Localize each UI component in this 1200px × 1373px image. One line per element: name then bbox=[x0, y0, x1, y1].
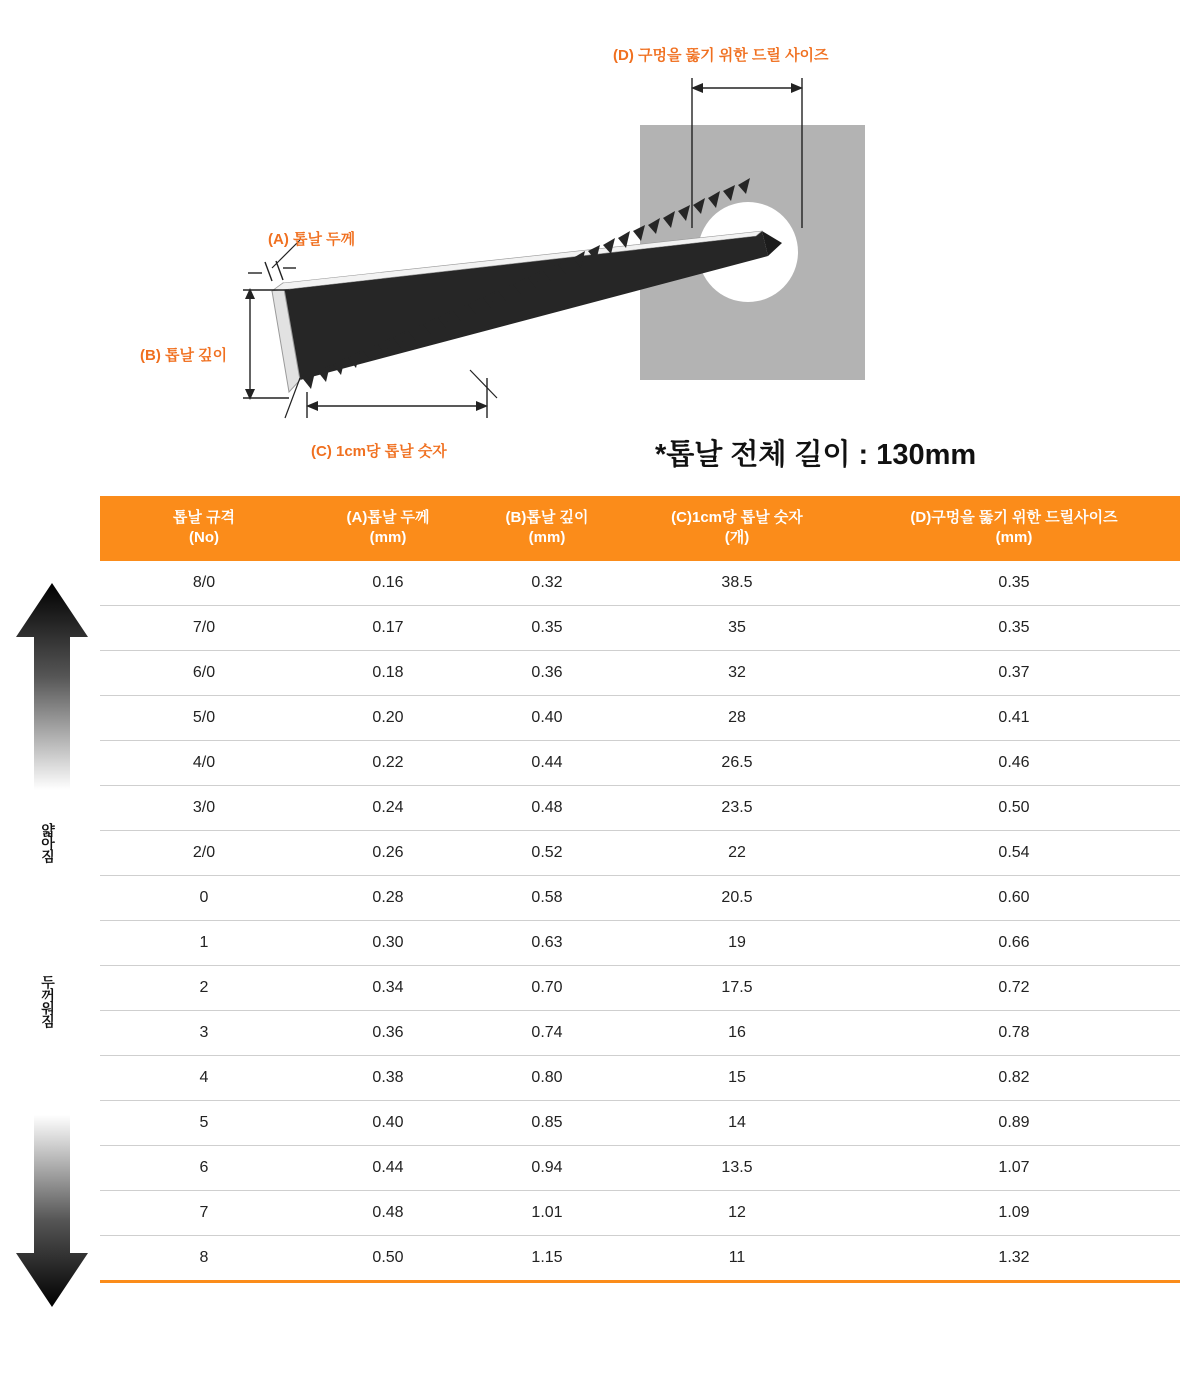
cell-size: 6/0 bbox=[100, 650, 308, 695]
cell-drill-size: 1.09 bbox=[848, 1190, 1180, 1235]
cell-teeth-per-cm: 26.5 bbox=[626, 740, 848, 785]
cell-thickness: 0.22 bbox=[308, 740, 468, 785]
cell-size: 2/0 bbox=[100, 830, 308, 875]
saw-blade-diagram bbox=[0, 0, 1200, 490]
cell-teeth-per-cm: 15 bbox=[626, 1055, 848, 1100]
cell-thickness: 0.28 bbox=[308, 875, 468, 920]
cell-drill-size: 0.82 bbox=[848, 1055, 1180, 1100]
column-header-size-line1: 톱날 규격 bbox=[172, 509, 236, 526]
arrow-down-thicker bbox=[16, 1115, 88, 1307]
cell-size: 8/0 bbox=[100, 561, 308, 606]
cell-depth: 1.01 bbox=[468, 1190, 626, 1235]
cell-thickness: 0.20 bbox=[308, 695, 468, 740]
cell-size: 1 bbox=[100, 920, 308, 965]
cell-size: 2 bbox=[100, 965, 308, 1010]
cell-thickness: 0.48 bbox=[308, 1190, 468, 1235]
cell-size: 7/0 bbox=[100, 605, 308, 650]
cell-teeth-per-cm: 16 bbox=[626, 1010, 848, 1055]
cell-teeth-per-cm: 22 bbox=[626, 830, 848, 875]
table-row bbox=[100, 1145, 1180, 1190]
cell-size: 7 bbox=[100, 1190, 308, 1235]
cell-depth: 0.32 bbox=[468, 561, 626, 606]
callout-teeth-per-cm: (C) 1cm당 톱날 숫자 bbox=[311, 443, 447, 460]
column-header-thickness bbox=[308, 496, 468, 561]
cell-thickness: 0.36 bbox=[308, 1010, 468, 1055]
column-header-drill-size bbox=[848, 496, 1180, 561]
cell-size: 3 bbox=[100, 1010, 308, 1055]
column-header-drill-line1: (D)구멍을 뚫기 위한 드릴사이즈 bbox=[910, 509, 1118, 526]
cell-drill-size: 0.50 bbox=[848, 785, 1180, 830]
diagram-svg bbox=[0, 0, 1200, 490]
cell-teeth-per-cm: 12 bbox=[626, 1190, 848, 1235]
column-header-drill-line2: (mm) bbox=[995, 529, 1033, 547]
cell-teeth-per-cm: 14 bbox=[626, 1100, 848, 1145]
cell-thickness: 0.24 bbox=[308, 785, 468, 830]
cell-depth: 0.80 bbox=[468, 1055, 626, 1100]
cell-drill-size: 1.32 bbox=[848, 1235, 1180, 1281]
cell-teeth-per-cm: 32 bbox=[626, 650, 848, 695]
cell-depth: 0.85 bbox=[468, 1100, 626, 1145]
callout-blade-depth: (B) 톱날 깊이 bbox=[140, 347, 228, 364]
cell-size: 0 bbox=[100, 875, 308, 920]
cell-teeth-per-cm: 28 bbox=[626, 695, 848, 740]
table-row bbox=[100, 650, 1180, 695]
cell-thickness: 0.16 bbox=[308, 561, 468, 606]
column-header-teeth-line1: (C)1cm당 톱날 숫자 bbox=[671, 509, 803, 526]
table-header-row bbox=[100, 496, 1180, 561]
cell-size: 4/0 bbox=[100, 740, 308, 785]
dimension-a bbox=[248, 261, 296, 281]
cell-size: 5 bbox=[100, 1100, 308, 1145]
cell-size: 6 bbox=[100, 1145, 308, 1190]
cell-teeth-per-cm: 11 bbox=[626, 1235, 848, 1281]
cell-depth: 0.74 bbox=[468, 1010, 626, 1055]
table-row bbox=[100, 1055, 1180, 1100]
table-row bbox=[100, 740, 1180, 785]
column-header-size bbox=[100, 496, 308, 561]
table-body bbox=[100, 561, 1180, 1282]
cell-teeth-per-cm: 20.5 bbox=[626, 875, 848, 920]
cell-thickness: 0.17 bbox=[308, 605, 468, 650]
cell-drill-size: 0.46 bbox=[848, 740, 1180, 785]
scale-label-thinner: 얇아짐 bbox=[40, 823, 56, 862]
column-header-depth-line1: (B)톱날 깊이 bbox=[505, 509, 589, 526]
cell-drill-size: 0.37 bbox=[848, 650, 1180, 695]
cell-depth: 0.94 bbox=[468, 1145, 626, 1190]
column-header-depth-line2: (mm) bbox=[528, 529, 566, 547]
table-row bbox=[100, 830, 1180, 875]
cell-drill-size: 0.35 bbox=[848, 561, 1180, 606]
cell-depth: 0.58 bbox=[468, 875, 626, 920]
cell-depth: 1.15 bbox=[468, 1235, 626, 1281]
cell-thickness: 0.40 bbox=[308, 1100, 468, 1145]
spec-table-wrapper bbox=[100, 496, 1180, 1283]
cell-depth: 0.44 bbox=[468, 740, 626, 785]
cell-drill-size: 0.60 bbox=[848, 875, 1180, 920]
cell-drill-size: 0.66 bbox=[848, 920, 1180, 965]
cell-teeth-per-cm: 23.5 bbox=[626, 785, 848, 830]
cell-thickness: 0.18 bbox=[308, 650, 468, 695]
dimension-c bbox=[306, 370, 497, 418]
column-header-size-line2: (No) bbox=[189, 529, 219, 547]
table-row bbox=[100, 605, 1180, 650]
table-row bbox=[100, 1235, 1180, 1281]
cell-depth: 0.48 bbox=[468, 785, 626, 830]
callout-drill-size: (D) 구멍을 뚫기 위한 드릴 사이즈 bbox=[613, 47, 829, 64]
cell-teeth-per-cm: 17.5 bbox=[626, 965, 848, 1010]
cell-thickness: 0.50 bbox=[308, 1235, 468, 1281]
cell-drill-size: 0.41 bbox=[848, 695, 1180, 740]
cell-drill-size: 1.07 bbox=[848, 1145, 1180, 1190]
table-row bbox=[100, 920, 1180, 965]
cell-thickness: 0.44 bbox=[308, 1145, 468, 1190]
cell-depth: 0.40 bbox=[468, 695, 626, 740]
cell-drill-size: 0.89 bbox=[848, 1100, 1180, 1145]
cell-drill-size: 0.54 bbox=[848, 830, 1180, 875]
column-header-teeth-line2: (개) bbox=[724, 529, 750, 547]
arrow-up-thinner bbox=[16, 583, 88, 790]
table-row bbox=[100, 875, 1180, 920]
table-row bbox=[100, 1100, 1180, 1145]
scale-arrows-svg bbox=[0, 575, 100, 1315]
table-row bbox=[100, 561, 1180, 606]
table-row bbox=[100, 1010, 1180, 1055]
cell-thickness: 0.38 bbox=[308, 1055, 468, 1100]
total-length-note: *톱날 전체 길이 : 130mm bbox=[655, 439, 977, 471]
cell-depth: 0.35 bbox=[468, 605, 626, 650]
cell-thickness: 0.34 bbox=[308, 965, 468, 1010]
cell-size: 8 bbox=[100, 1235, 308, 1281]
thickness-scale-indicator bbox=[0, 575, 100, 1315]
cell-depth: 0.70 bbox=[468, 965, 626, 1010]
cell-drill-size: 0.78 bbox=[848, 1010, 1180, 1055]
cell-size: 3/0 bbox=[100, 785, 308, 830]
cell-teeth-per-cm: 19 bbox=[626, 920, 848, 965]
column-header-depth bbox=[468, 496, 626, 561]
table-row bbox=[100, 695, 1180, 740]
table-row bbox=[100, 965, 1180, 1010]
cell-size: 4 bbox=[100, 1055, 308, 1100]
cell-thickness: 0.26 bbox=[308, 830, 468, 875]
column-header-teeth-per-cm bbox=[626, 496, 848, 561]
cell-depth: 0.52 bbox=[468, 830, 626, 875]
saw-blade-spec-table bbox=[100, 496, 1180, 1283]
cell-teeth-per-cm: 38.5 bbox=[626, 561, 848, 606]
cell-size: 5/0 bbox=[100, 695, 308, 740]
column-header-thickness-line2: (mm) bbox=[369, 529, 407, 547]
column-header-thickness-line1: (A)톱날 두께 bbox=[346, 509, 430, 526]
cell-depth: 0.36 bbox=[468, 650, 626, 695]
cell-drill-size: 0.35 bbox=[848, 605, 1180, 650]
cell-drill-size: 0.72 bbox=[848, 965, 1180, 1010]
cell-teeth-per-cm: 13.5 bbox=[626, 1145, 848, 1190]
callout-blade-thickness: (A) 톱날 두께 bbox=[268, 231, 356, 248]
cell-thickness: 0.30 bbox=[308, 920, 468, 965]
table-row bbox=[100, 785, 1180, 830]
cell-depth: 0.63 bbox=[468, 920, 626, 965]
scale-label-thicker: 두꺼워짐 bbox=[40, 975, 56, 1027]
cell-teeth-per-cm: 35 bbox=[626, 605, 848, 650]
table-row bbox=[100, 1190, 1180, 1235]
table-head bbox=[100, 496, 1180, 561]
